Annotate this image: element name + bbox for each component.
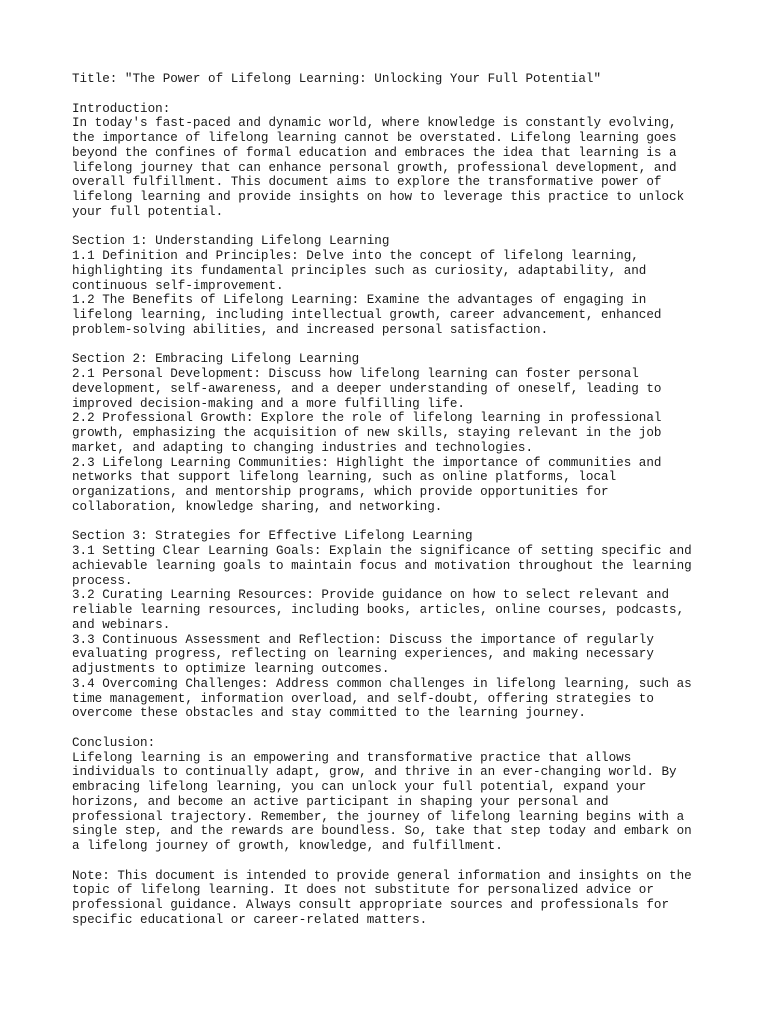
section-3-heading-line: Section 3: Strategies for Effective Lifelong Learning: [72, 529, 473, 544]
text-line: problem-solving abilities, and increased personal satisfaction.: [72, 322, 549, 337]
text-line: 3.4 Overcoming Challenges: Address common challenges in lifelong learning, such as: [72, 676, 692, 691]
title-heading-line: Title: "The Power of Lifelong Learning: Unlocking Your Full Potential": [72, 72, 602, 86]
text-line: lifelong learning, including intellectual growth, career advancement, enhanced: [72, 308, 662, 322]
text-line: overall fulfillment. This document aims to explore the transformative power of: [72, 175, 662, 190]
text-line: 3.3 Continuous Assessment and Reflection: Discuss the importance of regularly: [72, 632, 654, 647]
text-line: development, self-awareness, and a deeper understanding of oneself, leading to: [72, 381, 662, 396]
text-line: lifelong learning and provide insights on how to leverage this practice to unlock: [72, 190, 685, 204]
section-3-block: [72, 529, 702, 721]
introduction-heading-line: Introduction:: [72, 101, 171, 116]
text-line: embracing lifelong learning, you can unlock your full potential, expand your: [72, 780, 647, 794]
section-2-heading-line: Section 2: Embracing Lifelong Learning: [72, 352, 360, 367]
conclusion-heading-line: Conclusion:: [72, 735, 156, 750]
text-line: topic of lifelong learning. It does not substitute for personalized advice or: [72, 883, 654, 898]
text-line: 2.2 Professional Growth: Explore the role of lifelong learning in professional: [72, 411, 662, 426]
text-line: lifelong journey that can enhance personal growth, professional development, and: [72, 160, 677, 175]
text-line: horizons, and become an active participant in shaping your personal and: [72, 794, 609, 809]
text-line: reliable learning resources, including books, articles, online courses, podcasts,: [72, 603, 685, 617]
section-1-block: [72, 234, 702, 337]
text-line: beyond the confines of formal education and embraces the idea that learning is a: [72, 145, 677, 160]
text-line: 2.1 Personal Development: Discuss how lifelong learning can foster personal: [72, 367, 639, 381]
conclusion-block: [72, 736, 702, 854]
text-line: process.: [72, 573, 133, 588]
note-block: [72, 869, 702, 928]
text-line: 1.1 Definition and Principles: Delve into the concept of lifelong learning,: [72, 249, 639, 263]
text-line: 3.2 Curating Learning Resources: Provide guidance on how to select relevant and: [72, 588, 670, 603]
text-line: and webinars.: [72, 617, 171, 632]
text-line: adjustments to optimize learning outcomes.: [72, 662, 390, 676]
text-line: overcome these obstacles and stay committed to the learning journey.: [72, 706, 586, 721]
text-line: 3.1 Setting Clear Learning Goals: Explain the significance of setting specific and: [72, 544, 692, 558]
text-line: improved decision-making and a more fulfilling life.: [72, 396, 465, 411]
text-line: achievable learning goals to maintain focus and motivation throughout the learning: [72, 558, 692, 573]
text-line: networks that support lifelong learning, such as online platforms, local: [72, 470, 617, 485]
text-line: growth, emphasizing the acquisition of new skills, staying relevant in the job: [72, 426, 662, 440]
text-line: professional guidance. Always consult appropriate sources and professionals for: [72, 898, 670, 912]
text-line: single step, and the rewards are boundless. So, take that step today and embark on: [72, 824, 692, 839]
text-line: Lifelong learning is an empowering and transformative practice that allows: [72, 750, 632, 765]
text-line: collaboration, knowledge sharing, and networking.: [72, 499, 443, 514]
text-line: evaluating progress, reflecting on learning experiences, and making necessary: [72, 647, 654, 662]
text-line: your full potential.: [72, 204, 224, 219]
text-line: specific educational or career-related matters.: [72, 912, 428, 927]
text-line: the importance of lifelong learning cannot be overstated. Lifelong learning goes: [72, 131, 677, 145]
text-line: continuous self-improvement.: [72, 278, 284, 293]
text-line: 1.2 The Benefits of Lifelong Learning: Examine the advantages of engaging in: [72, 293, 647, 308]
text-line: highlighting its fundamental principles such as curiosity, adaptability, and: [72, 263, 647, 278]
text-line: professional trajectory. Remember, the journey of lifelong learning begins with a: [72, 809, 685, 824]
document-page: [72, 72, 702, 942]
introduction-block: [72, 102, 702, 220]
section-1-heading-line: Section 1: Understanding Lifelong Learning: [72, 234, 390, 249]
note-heading-line: Note: This document is intended to provide general information and insights on the: [72, 868, 692, 883]
text-line: time management, information overload, and self-doubt, offering strategies to: [72, 691, 654, 706]
text-line: organizations, and mentorship programs, which provide opportunities for: [72, 485, 609, 499]
text-line: a lifelong journey of growth, knowledge, and fulfillment.: [72, 839, 503, 853]
section-2-block: [72, 352, 702, 514]
text-line: individuals to continually adapt, grow, and thrive in an ever-changing world. By: [72, 765, 677, 780]
text-line: 2.3 Lifelong Learning Communities: Highlight the importance of communities and: [72, 455, 662, 470]
text-line: market, and adapting to changing industries and technologies.: [72, 440, 534, 455]
text-line: In today's fast-paced and dynamic world, where knowledge is constantly evolving,: [72, 116, 677, 131]
title-block: [72, 72, 702, 87]
